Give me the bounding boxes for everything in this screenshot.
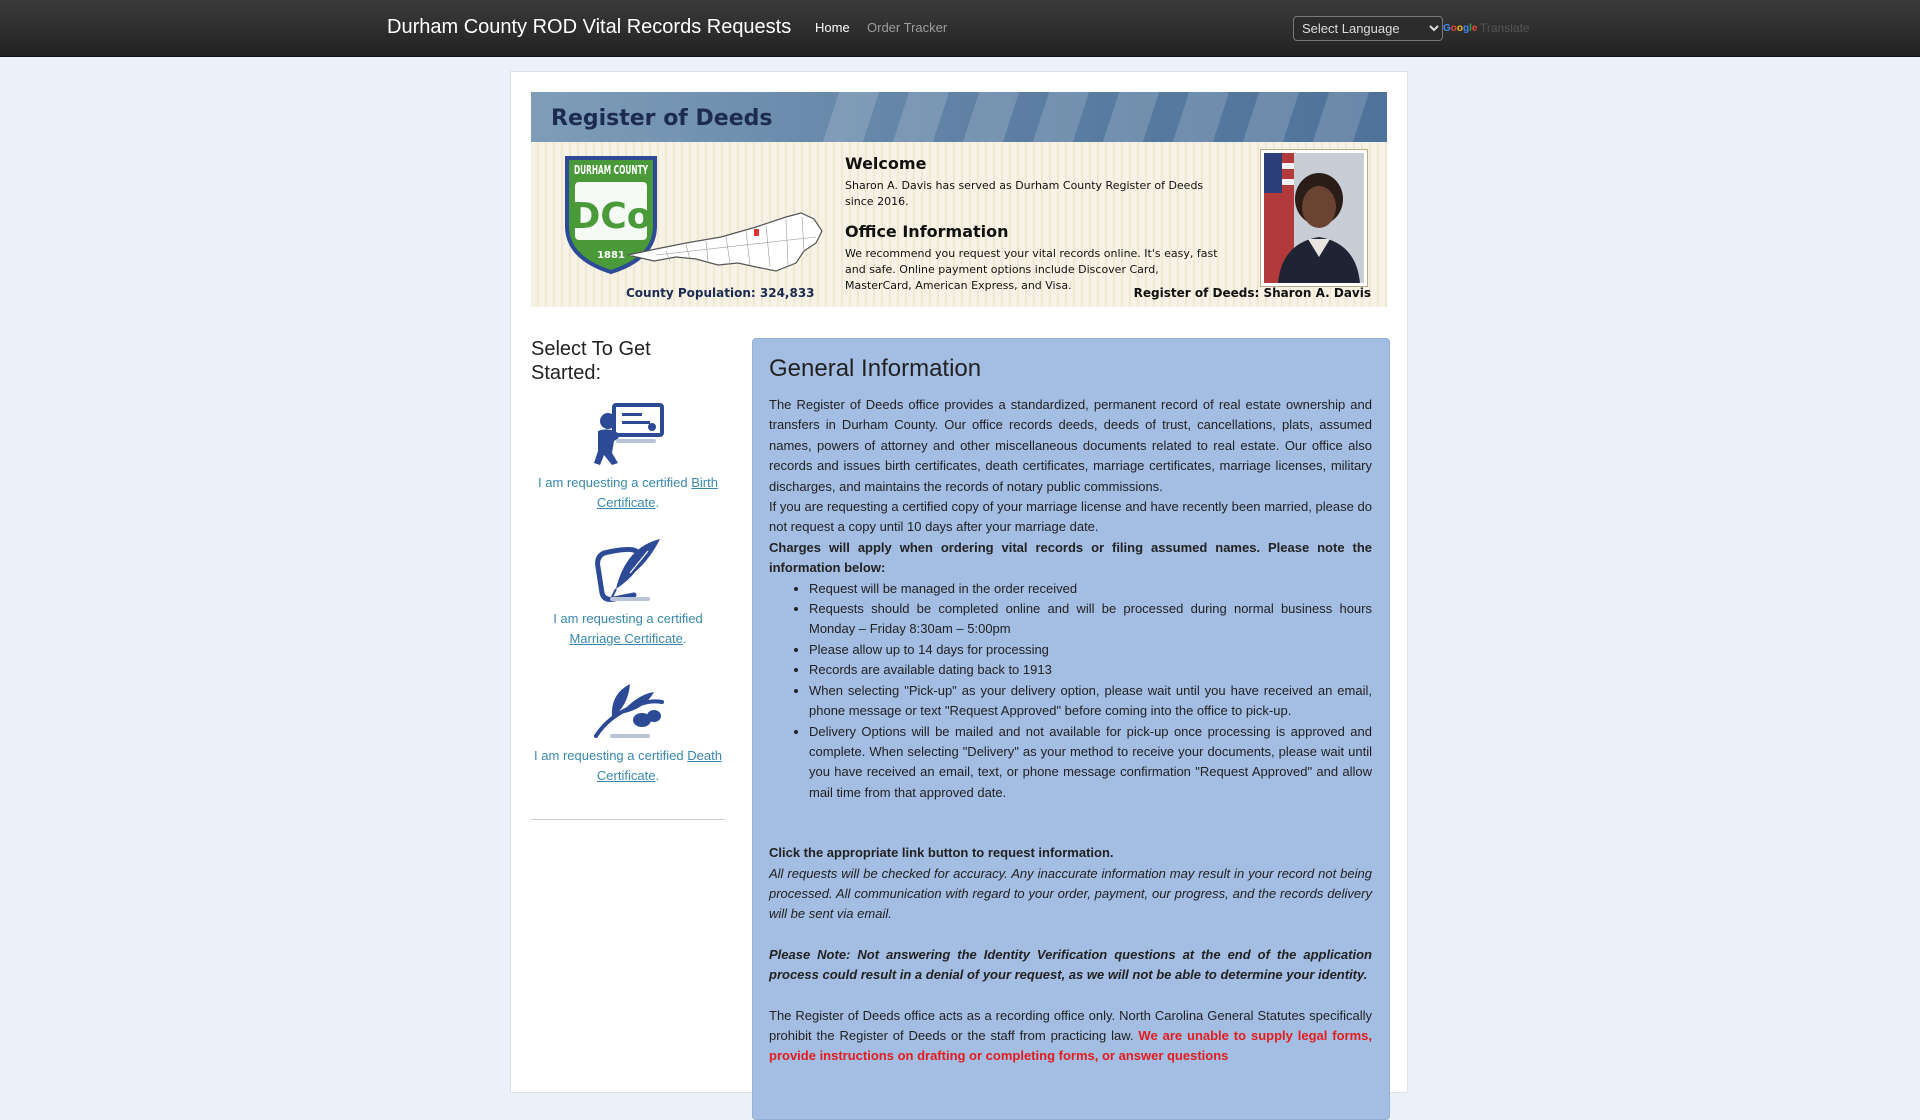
info-bullet-list [769,579,1372,803]
portrait-caption: Register of Deeds: Sharon A. Davis [1133,286,1371,300]
welcome-text: Sharon A. Davis has served as Durham County Register of Deeds since 2016. [845,179,1204,208]
translate-link[interactable]: Translate [1480,21,1530,35]
list-item: • When selecting "Pick-up" as your delivery option, please wait until you have received an email, phone message or text "Request Approved" before coming into the office to pick-up. [809,681,1372,722]
accuracy-note: All requests will be checked for accuracy. Any inaccurate information may result in your record not being processed. All communication with regard to your order, payment, our progress, and the records delivery will be sent via email. [769,865,1372,922]
logo-top-text: DURHAM COUNTY [574,163,649,177]
olive-branch-icon [590,674,666,740]
logo-year: 1881 [597,250,625,261]
banner-body [531,142,1387,307]
death-certificate-prefix: I am requesting a certified [534,748,688,763]
marriage-certificate-prefix: I am requesting a certified [553,611,703,626]
death-certificate-link[interactable]: Death Certificate [596,748,722,783]
list-item: • Please allow up to 14 days for processing [809,640,1372,660]
birth-certificate-option[interactable] [531,401,725,513]
site-brand[interactable]: Durham County ROD Vital Records Requests [387,16,792,38]
marriage-certificate-link[interactable]: Marriage Certificate [569,631,683,646]
office-information-heading: Office Information [845,222,1009,241]
get-started-column [531,337,725,783]
birth-certificate-link[interactable]: Birth Certificate [596,475,718,510]
recording-office-text: The Register of Deeds office acts as a recording office only. North Carolina General Statutes specifically prohibit the Register of Deeds or the staff from practicing law. [769,1007,1372,1043]
marriage-copy-note: If you are requesting a certified copy of your marriage license and have recently been married, please do not request a copy until 10 days after your marriage date. [769,499,1372,535]
banner-title: Register of Deeds [551,106,773,131]
google-logo: Google [1443,23,1478,34]
list-item: • Delivery Options will be mailed and not available for pick-up once processing is approved and complete. When selecting "Delivery" as your method to receive your documents, please wait until you have received an email, text, or phone message confirmation "Request Approved" and allow mail time from that approved date. [809,722,1372,804]
general-information-heading: General Information [769,355,982,382]
list-item: • Requests should be completed online and will be processed during normal business hours Monday – Friday 8:30am – 5:00pm [809,599,1372,640]
nav-order-tracker-link[interactable]: Order Tracker [867,20,948,35]
legal-forms-warning: We are unable to supply legal forms, provide instructions on drafting or completing forms, or answer questions [769,1027,1373,1064]
birth-certificate-prefix: I am requesting a certified [538,475,692,490]
baby-certificate-icon [590,401,666,467]
register-portrait-image [1261,150,1367,286]
identity-verification-note: Please Note: Not answering the Identity Verification questions at the end of the application process could result in a denial of your request, as we will not be able to determine your identity. [769,946,1372,983]
death-certificate-option[interactable] [531,674,725,786]
register-of-deeds-banner [531,92,1387,307]
list-item: • Request will be managed in the order received [809,579,1372,599]
birth-certificate-suffix: . [655,495,660,510]
nav-home-link[interactable]: Home [815,20,850,35]
left-column-divider [531,819,725,820]
quill-scroll-icon [590,537,666,603]
death-certificate-suffix: . [655,768,660,783]
office-information-text: We recommend you request your vital records online. It's easy, fast and safe. Online payment options include Discover Card, MasterCard, American Express, and Visa. [845,247,1218,292]
office-description: The Register of Deeds office provides a standardized, permanent record of real estate ownership and transfers in Durham County. Our office records deeds, deeds of trust, cancellations, plats, assumed names, powers of attorney and other miscellaneous documents related to real estate. Our office also records and issues birth certificates, death certificates, marriage certificates, marriage licenses, military discharges, and maintains the records of notary public commissions. [769,397,1372,494]
top-navbar [0,0,1920,57]
marriage-certificate-option[interactable] [531,537,725,649]
general-information-panel [752,338,1390,1120]
get-started-heading: Select To Get Started: [531,338,651,384]
click-link-note: Click the appropriate link button to request information. [769,845,1114,861]
welcome-heading: Welcome [845,154,927,173]
main-container [510,71,1408,1093]
county-population: County Population: 324,833 [626,286,815,300]
banner-header [531,92,1387,142]
language-select[interactable] [1293,16,1443,41]
logo-letters: DCo [570,196,652,237]
list-item: • Records are available dating back to 1913 [809,660,1372,680]
charges-notice: Charges will apply when ordering vital records or filing assumed names. Please note the information below: [769,539,1372,576]
north-carolina-map [626,207,826,277]
marriage-certificate-suffix: . [682,631,687,646]
